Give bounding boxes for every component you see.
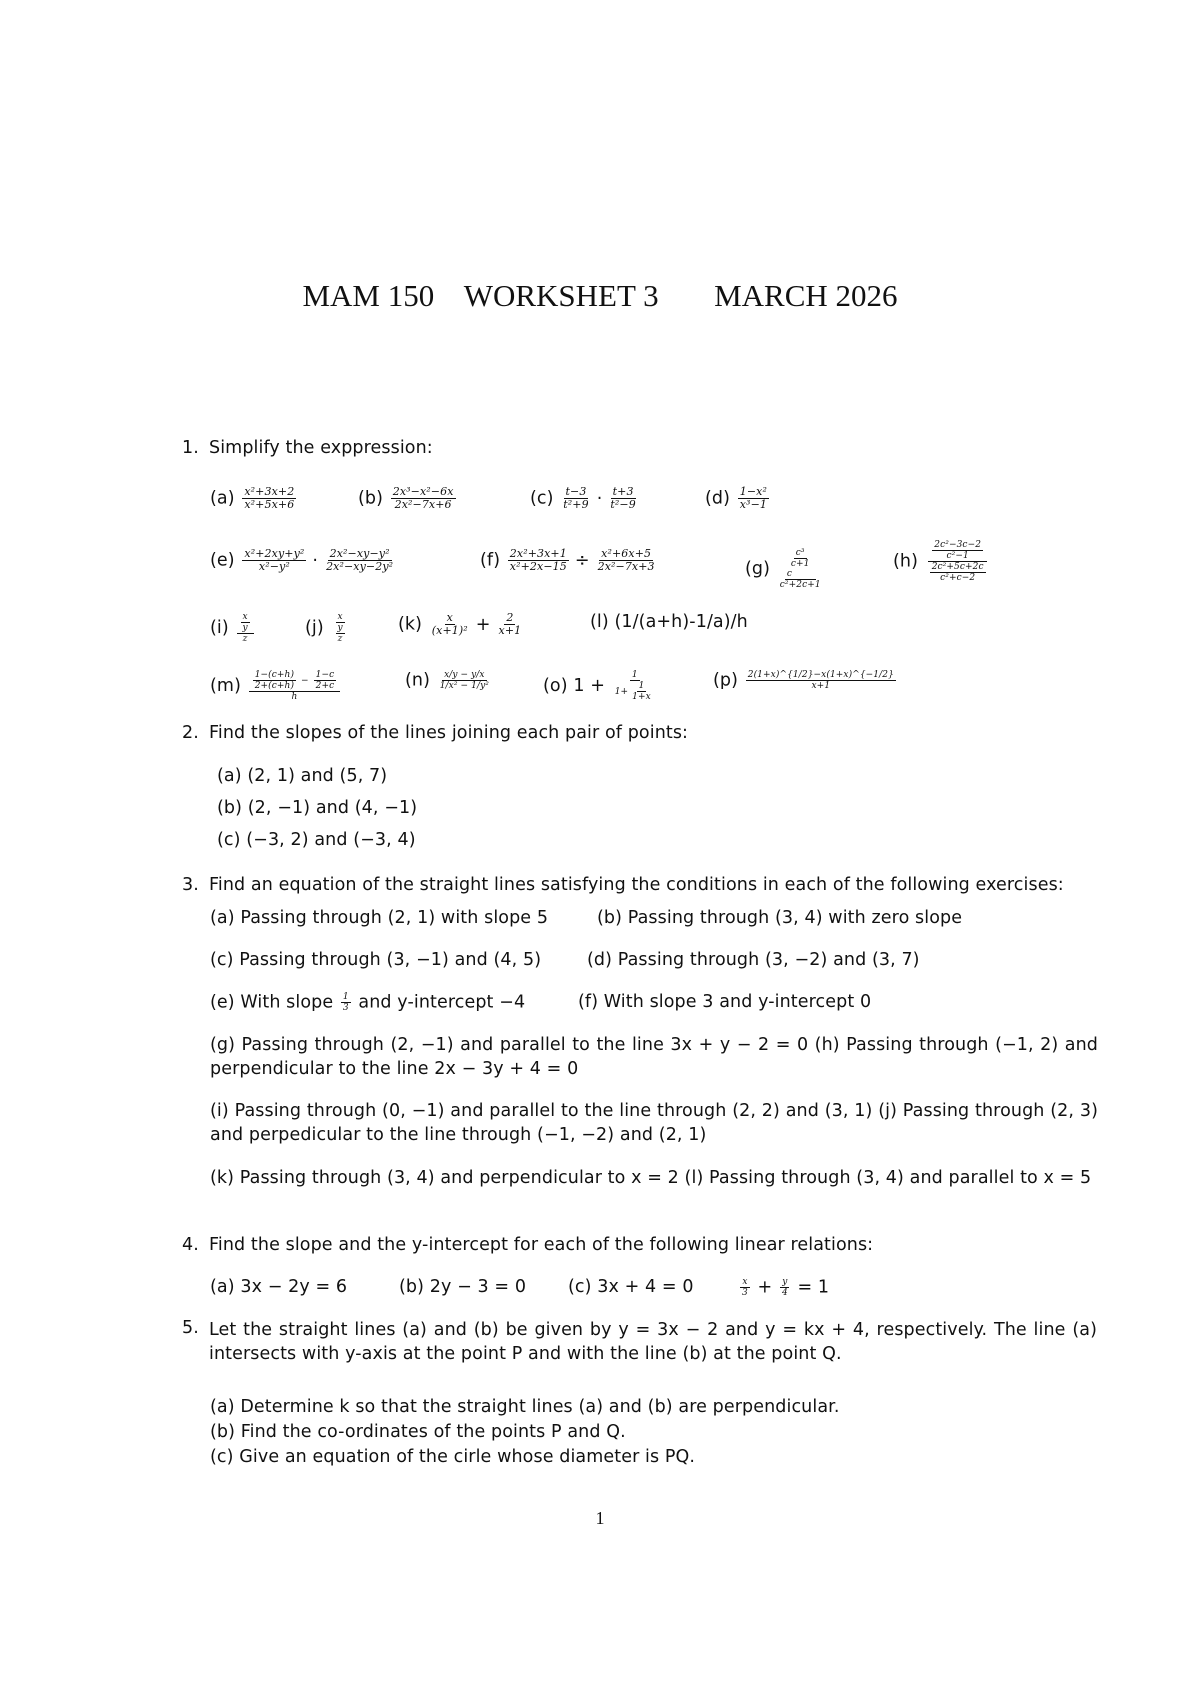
q1c: (c) $\frac{t-3}{\text{t²+9}}$ · $\frac{t+3}{\text{t²−9}}$ [530, 485, 636, 511]
q5-item: (a) Determine k so that the straight lines (a) and (b) are perpendicular. [210, 1397, 840, 1417]
q2-item: (b) (2, −1) and (4, −1) [217, 798, 418, 818]
title-date: MARCH 2026 [714, 278, 898, 313]
q1m: (m) $\frac{1-(c+h)}{2+(c+h)}$ − $\frac{1-c}{2+c}$ h [210, 670, 342, 702]
page-number: 1 [595, 1508, 605, 1528]
q3e: (e) With slope $\frac{1}{3}$ and y-intercept −4 [210, 992, 526, 1013]
q3-number: 3. [182, 875, 199, 895]
q4a: (a) 3x − 2y = 6 [210, 1277, 348, 1297]
q1n: (n) $\frac{x/y - y/x}{\text{1/x² − 1/y²}}$ [405, 670, 489, 691]
q1h: (h) $\frac{\frac{\text{2c²−3c−2}}{\text{c²−1}}}{\frac{\text{2c²+5c+2c}}{\text{c²+c−2}}}$ [893, 540, 992, 583]
q2-item: (c) (−3, 2) and (−3, 4) [217, 830, 416, 850]
q3kl: (k) Passing through (3, 4) and perpendicular to x = 2 (l) Passing through (3, 4) and parallel to x = 5 [210, 1168, 1092, 1188]
q3f: (f) With slope 3 and y-intercept 0 [578, 992, 872, 1012]
q1a: (a) $\frac{\text{x²+3x+2}}{\text{x²+5x+6}}$ [210, 485, 295, 511]
q3b: (b) Passing through (3, 4) with zero slope [597, 908, 963, 928]
q1-prompt: Simplify the exppression: [209, 438, 433, 458]
q3a: (a) Passing through (2, 1) with slope 5 [210, 908, 549, 928]
q1l: (l) (1/(a+h)-1/a)/h [590, 612, 748, 632]
q1e: (e) $\frac{\text{x²+2xy+y²}}{\text{x²−y²}}$ · $\frac{\text{2x²−xy−y²}}{\text{2x²−xy−2y²}}$ [210, 547, 394, 573]
q1i: (i) $\frac{\frac{x}{y}}{z}$ [210, 612, 256, 644]
title-worksheet: WORKSHET 3 [463, 278, 659, 313]
q2-prompt: Find the slopes of the lines joining each pair of points: [209, 723, 689, 743]
q3-prompt: Find an equation of the straight lines satisfying the conditions in each of the following exercises: [209, 875, 1064, 895]
q3gh: (g) Passing through (2, −1) and parallel to the line 3x + y − 2 = 0 (h) Passing through (−1, 2) and perpendicular to the line 2x − 3y + 4 = 0 [210, 1035, 1098, 1079]
q2-number: 2. [182, 723, 199, 743]
q4d: $\frac{x}{3}$ + $\frac{y}{4}$ = 1 [742, 1277, 830, 1298]
page-title [0, 278, 1200, 314]
q4c: (c) 3x + 4 = 0 [568, 1277, 694, 1297]
q3d: (d) Passing through (3, −2) and (3, 7) [587, 950, 920, 970]
q5-item: (c) Give an equation of the cirle whose diameter is PQ. [210, 1447, 696, 1467]
q1b: (b) $\frac{\text{2x³−x²−6x}}{\text{2x²−7x+6}}$ [358, 485, 454, 511]
q2-item: (a) (2, 1) and (5, 7) [217, 766, 388, 786]
q4-prompt: Find the slope and the y-intercept for each of the following linear relations: [209, 1235, 874, 1255]
q5-item: (b) Find the co-ordinates of the points P and Q. [210, 1422, 626, 1442]
q1k: (k) $\frac{x}{\text{(x+1)²}}$ + $\frac{2}{x+1}$ [398, 611, 522, 637]
q1-number: 1. [182, 438, 199, 458]
q5-prompt: Let the straight lines (a) and (b) be given by y = 3x − 2 and y = kx + 4, respectively. The line (a) intersects with y-axis at the point P and with the line (b) at the point Q. [209, 1320, 1097, 1364]
q1f: (f) $\frac{\text{2x²+3x+1}}{\text{x²+2x−15}}$ ÷ $\frac{\text{x²+6x+5}}{\text{2x²−7x+3}}$ [480, 547, 655, 573]
q1o: (o) 1 + 1 1+ $\frac{1}{1+x}$ [543, 670, 651, 702]
q4b: (b) 2y − 3 = 0 [399, 1277, 527, 1297]
q3ij: (i) Passing through (0, −1) and parallel to the line through (2, 2) and (3, 1) (j) Passing through (2, 3) and perpedicular to the line through (−1, −2) and (2, 1) [210, 1101, 1098, 1145]
q1d: (d) $\frac{\text{1−x²}}{\text{x³−1}}$ [705, 485, 767, 511]
q1p: (p) $\frac{2(1+x)\^{}\{1/2\}-x(1+x)\^{}\{-1/2\}}{x+1}$ [713, 670, 894, 691]
q1j: (j) $\frac{x}{\frac{y}{z}}$ [305, 612, 343, 644]
q5-number: 5. [182, 1318, 199, 1338]
title-course: MAM 150 [302, 278, 435, 313]
q1g: (g) $\frac{\text{c³}}{c+1}$ c c²+2c+1 [745, 548, 821, 590]
q4-number: 4. [182, 1235, 199, 1255]
q3c: (c) Passing through (3, −1) and (4, 5) [210, 950, 542, 970]
